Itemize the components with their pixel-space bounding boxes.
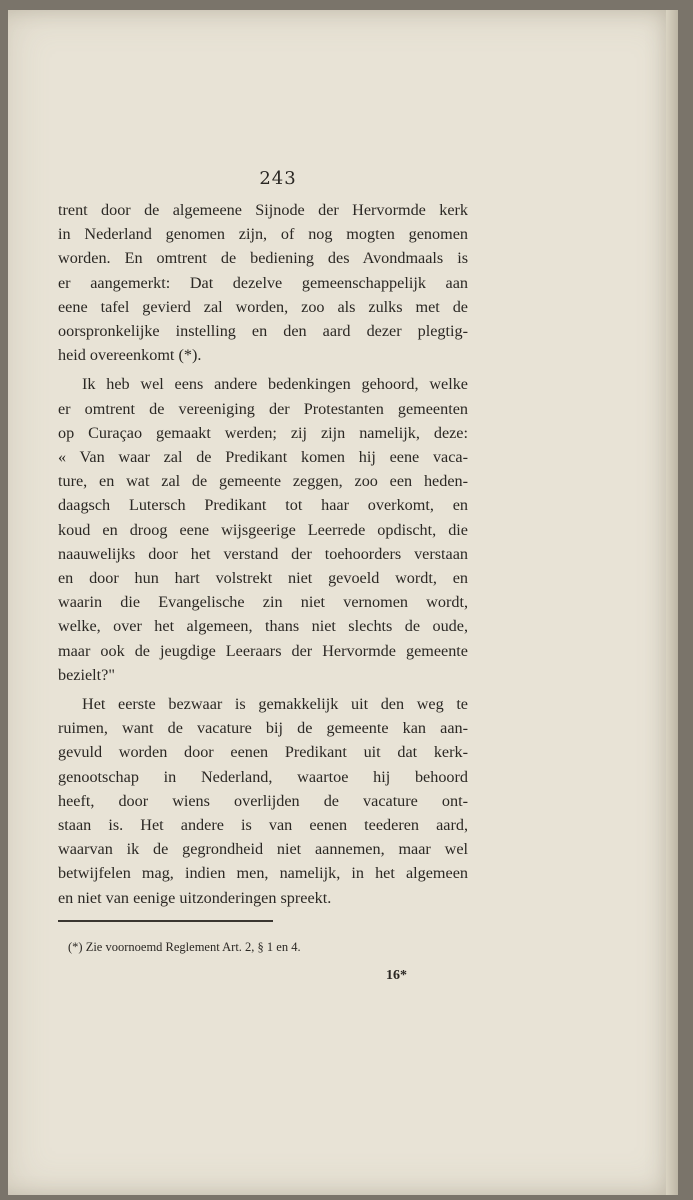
text-line: « Van waar zal de Predikant komen hij eene vaca- [58, 448, 468, 467]
text-line: in Nederland genomen zijn, of nog mogten genomen [58, 225, 468, 244]
text-line: ruimen, want de vacature bij de gemeente kan aan- [58, 719, 468, 738]
text-line: op Curaçao gemaakt werden; zij zijn namelijk, deze: [58, 423, 468, 442]
text-line: heeft, door wiens overlijden de vacature ont- [58, 791, 468, 810]
paragraph-3 [58, 692, 468, 910]
paragraph-2 [58, 372, 468, 687]
text-line: daagsch Lutersch Predikant tot haar overkomt, en [58, 496, 468, 515]
text-line: en niet van eenige uitzonderingen spreekt. [58, 888, 332, 907]
text-line: koud en droog eene wijsgeerige Leerrede opdischt, die [58, 520, 468, 539]
text-line: eene tafel gevierd zal worden, zoo als zulks met de [58, 297, 468, 316]
text-line: Ik heb wel eens andere bedenkingen gehoord, welke [82, 375, 468, 394]
page-edge [666, 10, 678, 1195]
text-line: ture, en wat zal de gemeente zeggen, zoo een heden- [58, 472, 468, 491]
text-line: welke, over het algemeen, thans niet slechts de oude, [58, 617, 468, 636]
text-line: maar ook de jeugdige Leeraars der Hervormde gemeente [58, 641, 468, 660]
text-line: genootschap in Nederland, waartoe hij behoord [58, 767, 468, 786]
text-line: waarvan ik de gegrondheid niet aannemen, maar wel [58, 840, 468, 859]
text-line: trent door de algemeene Sijnode der Hervormde kerk [58, 201, 468, 219]
text-line: gevuld worden door eenen Predikant uit dat kerk- [58, 743, 468, 762]
footnote: (*) Zie voornoemd Reglement Art. 2, § 1 en 4. [68, 940, 301, 954]
text-line: worden. En omtrent de bediening des Avondmaals is [58, 249, 468, 268]
text-line: en door hun hart volstrekt niet gevoeld wordt, en [58, 569, 468, 588]
body-text [58, 198, 468, 910]
page-number: 243 [259, 168, 297, 189]
paragraph-1 [58, 198, 468, 367]
text-line: er aangemerkt: Dat dezelve gemeenschappelijk aan [58, 273, 468, 292]
signature-mark: 16* [386, 968, 407, 983]
text-line: er omtrent de vereeniging der Protestanten gemeenten [58, 399, 468, 418]
text-line: staan is. Het andere is van eenen teederen aard, [58, 816, 468, 835]
text-line: oorspronkelijke instelling en den aard dezer plegtig- [58, 322, 468, 341]
text-line: heid overeenkomt (*). [58, 346, 202, 365]
text-line: waarin die Evangelische zin niet vernomen wordt, [58, 593, 468, 612]
footnote-rule [58, 920, 273, 922]
book-page [8, 10, 678, 1195]
text-line: betwijfelen mag, indien men, namelijk, in het algemeen [58, 864, 468, 883]
text-line: bezielt?" [58, 665, 115, 684]
text-line: Het eerste bezwaar is gemakkelijk uit den weg te [82, 695, 468, 714]
text-line: naauwelijks door het verstand der toehoorders verstaan [58, 544, 468, 563]
